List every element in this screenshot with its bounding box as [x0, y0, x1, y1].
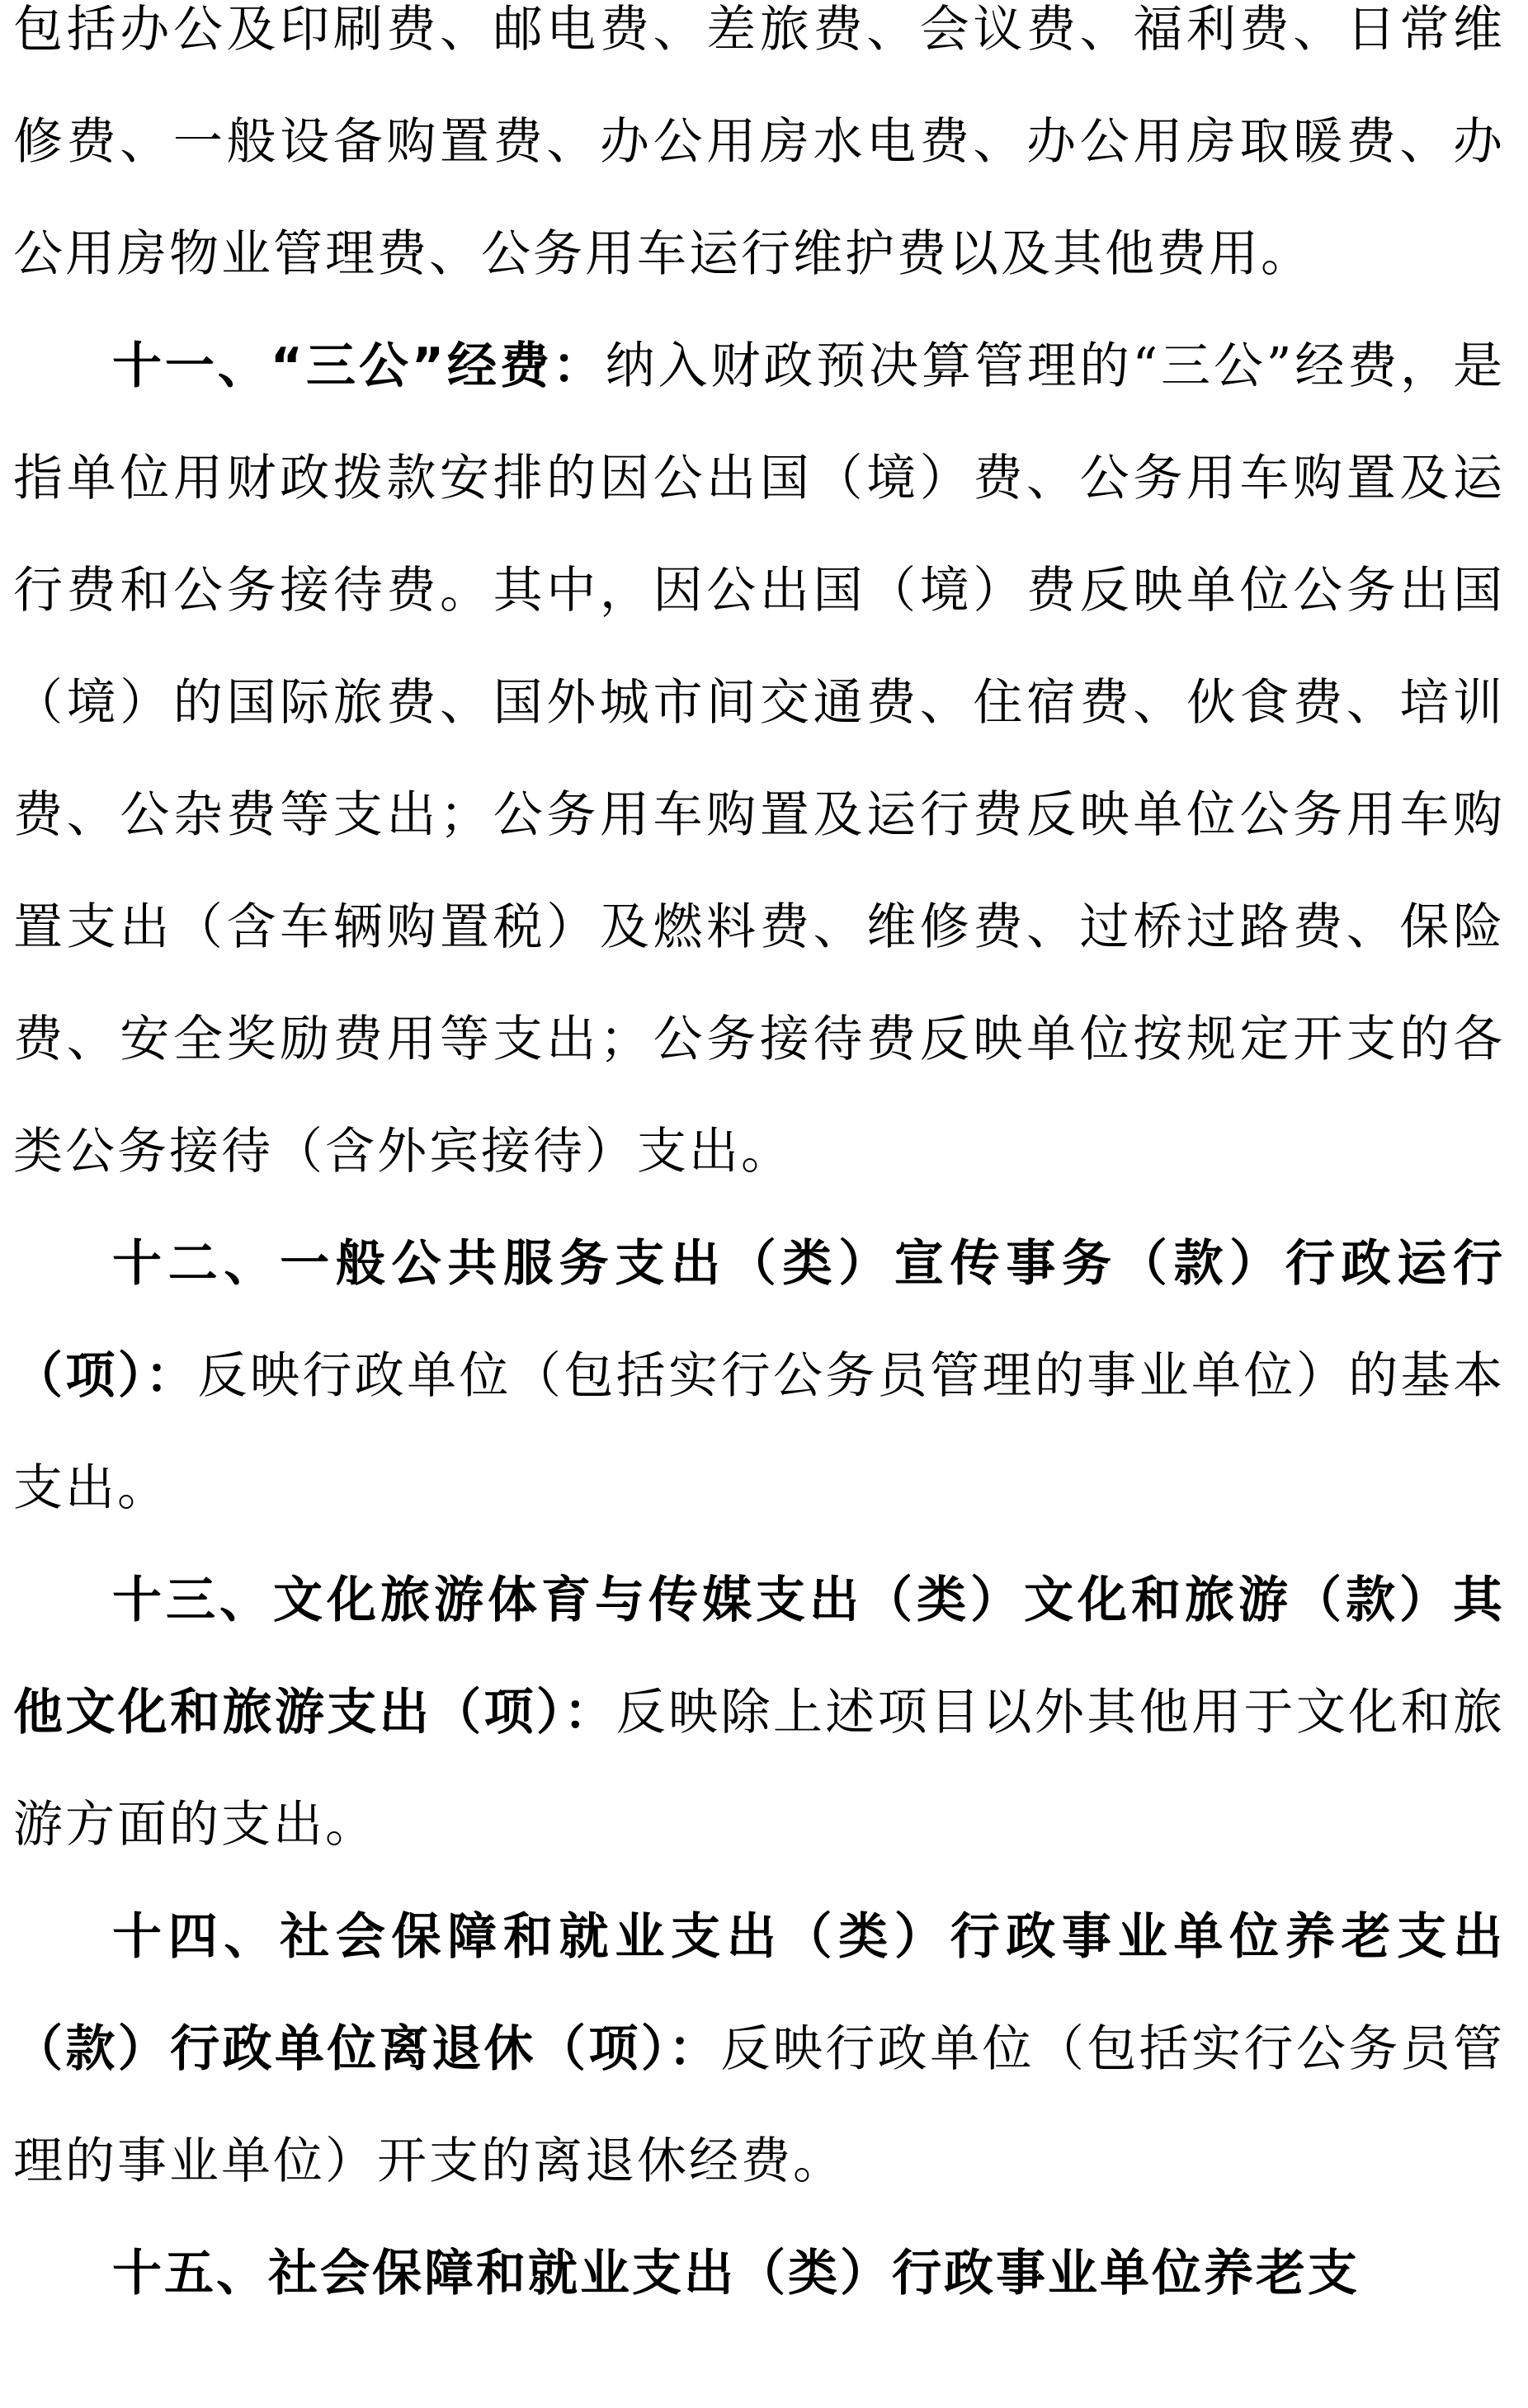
paragraph-heading: 十五、社会保障和就业支出（类）行政事业单位养老支 [112, 2245, 1360, 2302]
paragraph-body: 包括办公及印刷费、邮电费、差旅费、会议费、福利费、日常维修费、一般设备购置费、办公用房水电费、办公用房取暖费、办公用房物业管理费、公务用车运行维护费以及其他费用。 [13, 1, 1505, 283]
paragraph-heading: 十一、“三公”经费： [112, 337, 606, 395]
paragraph-heading: 十四、社会保障和就业支出（类）行政事业单位养老支出（款）行政单位离退休（项）： [13, 1908, 1505, 2078]
paragraph-section-13 [13, 1544, 1505, 1881]
paragraph-section-14 [13, 1881, 1505, 2217]
paragraph-section-15 [13, 2217, 1505, 2330]
paragraph-continuation [13, 0, 1505, 310]
paragraph-body: 纳入财政预决算管理的“三公”经费，是指单位用财政拨款安排的因公出国（境）费、公务用车购置及运行费和公务接待费。其中，因公出国（境）费反映单位公务出国（境）的国际旅费、国外城市间交通费、住宿费、伙食费、培训费、公杂费等支出；公务用车购置及运行费反映单位公务用车购置支出（含车辆购置税）及燃料费、维修费、过桥过路费、保险费、安全奖励费用等支出；公务接待费反映单位按规定开支的各类公务接待（含外宾接待）支出。 [13, 337, 1505, 1180]
paragraph-body: 反映除上述项目以外其他用于文化和旅游方面的支出。 [13, 1684, 1506, 1854]
paragraph-section-12 [13, 1208, 1505, 1544]
paragraph-heading: 十二、一般公共服务支出（类）宣传事务（款）行政运行（项）： [13, 1235, 1505, 1405]
paragraph-section-11 [13, 310, 1505, 1208]
paragraph-body: 反映行政单位（包括实行公务员管理的事业单位）开支的离退休经费。 [13, 2020, 1505, 2190]
paragraph-body: 反映行政单位（包括实行公务员管理的事业单位）的基本支出。 [13, 1347, 1506, 1517]
paragraph-heading: 十三、文化旅游体育与传媒支出（类）文化和旅游（款）其他文化和旅游支出（项）： [13, 1572, 1505, 1741]
